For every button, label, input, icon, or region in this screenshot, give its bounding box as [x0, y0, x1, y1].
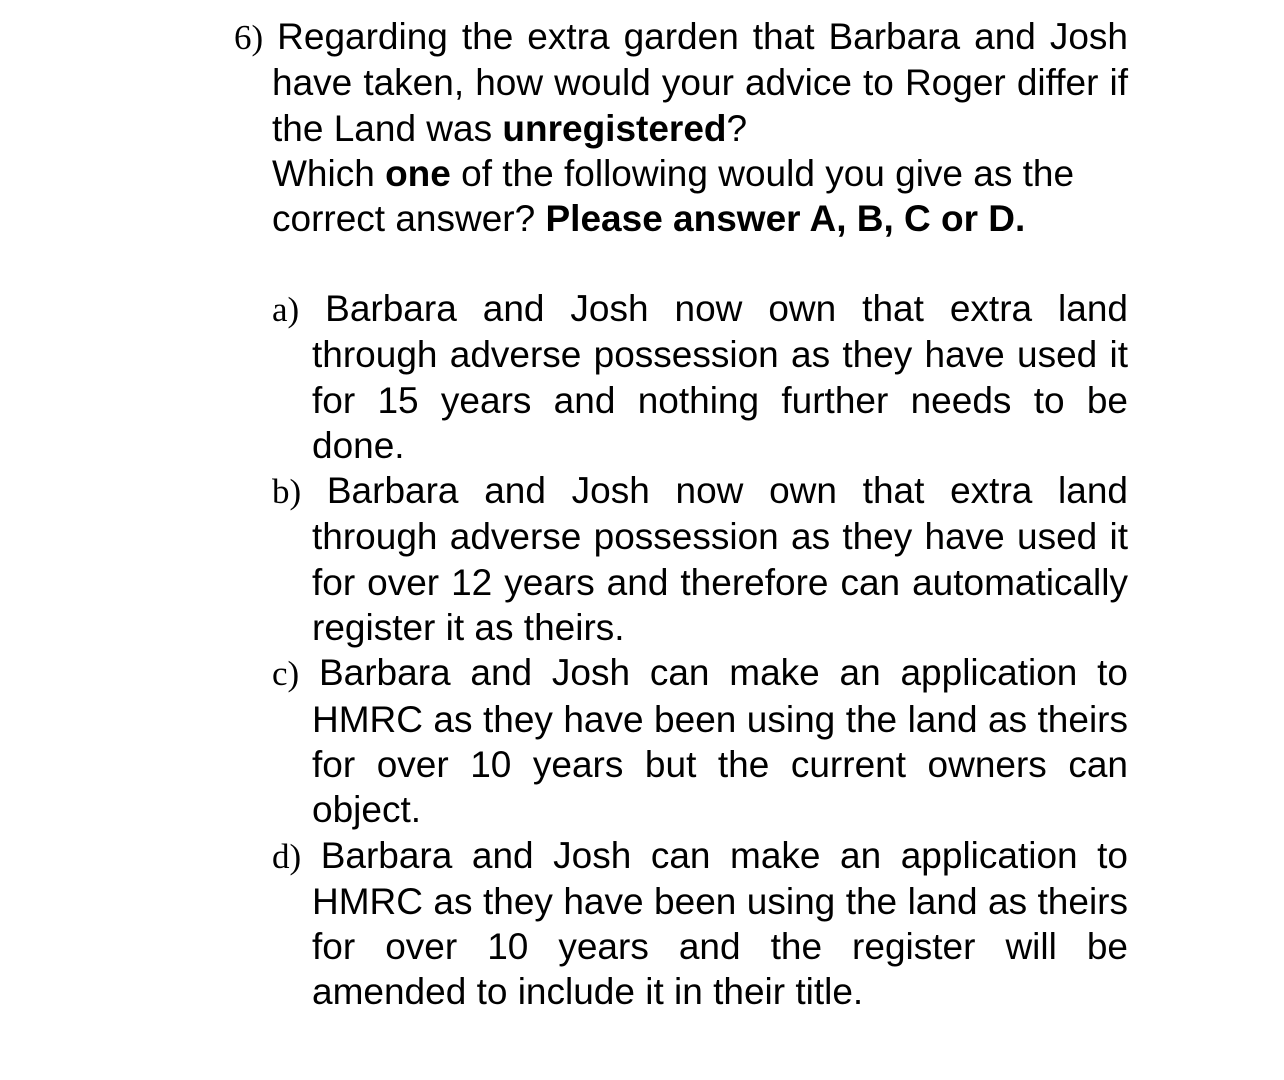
option-a [272, 286, 1128, 468]
question-block [234, 14, 1128, 241]
question-stem-end: ? [726, 107, 748, 149]
option-marker: d) [272, 836, 302, 876]
option-text: Barbara and Josh now own that extra land through adverse possession as they have used it for over 12 years and therefore can automatically register it as theirs. [312, 470, 1129, 649]
question-number: 6) [234, 18, 264, 57]
option-d [272, 833, 1128, 1015]
question-stem [234, 14, 1128, 151]
option-marker: b) [272, 472, 302, 512]
question-emphasis: unregistered [502, 107, 727, 149]
question-instruction [272, 151, 1128, 242]
option-text: Barbara and Josh can make an application to HMRC as they have been using the land as theirs for over 10 years but the current owners can object. [312, 652, 1128, 831]
answer-options [272, 286, 1128, 1015]
option-marker: a) [272, 290, 300, 329]
option-c [272, 650, 1128, 832]
option-text: Barbara and Josh can make an application to HMRC as they have been using the land as theirs for over 10 years and the register will be amended to include it in their title. [312, 834, 1129, 1013]
instruction-pre: Which [272, 152, 386, 194]
option-text: Barbara and Josh now own that extra land through adverse possession as they have used it for 15 years and nothing further needs to be done. [312, 288, 1128, 466]
question-stem-text: Regarding the extra garden that Barbara and Josh have taken, how would your advice to Roger differ if the Land was [272, 16, 1128, 149]
option-b [272, 468, 1128, 650]
instruction-mid: of the following would you give as the correct answer? [272, 152, 1075, 240]
option-marker: c) [272, 654, 300, 694]
instruction-emphasis: one [385, 152, 451, 194]
instruction-answer-prompt: Please answer A, B, C or D. [545, 198, 1026, 240]
